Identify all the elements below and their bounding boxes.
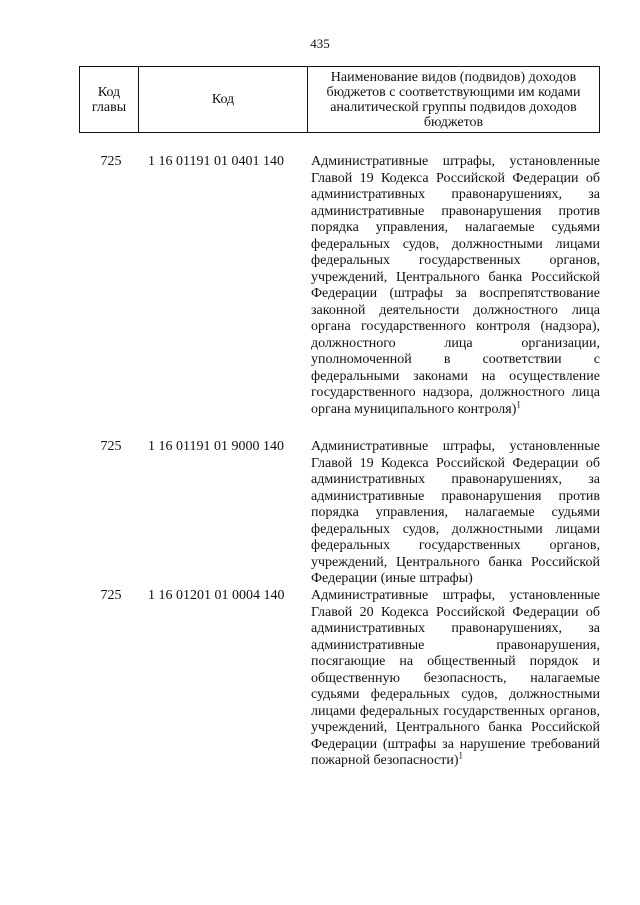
row-chapter-code: 725 <box>100 439 122 454</box>
row-name-text: Административные штрафы, установленные Главой 19 Кодекса Российской Федерации об административных правонарушениях, за административные правонарушения против порядка управления, налагаемые судьями федеральных судов, должностными лицами федеральных государственных органов, учреждений, Центрального банка Российской Федерации (иные штрафы) <box>311 439 600 586</box>
page-number: 435 <box>310 36 330 51</box>
row-name-text: Административные штрафы, установленные Главой 19 Кодекса Российской Федерации об административных правонарушениях, за административные правонарушения против порядка управления, налагаемые судьями федеральных судов, должностными лицами федеральных государственных органов, учреждений, Центрального банка Российской Федерации (штрафы за воспрепятствование законной деятельности должностного лица органа государственного контроля (надзора), должностного лица организации, уполномоченной в соответствии с федеральными законами на осуществление государственного надзора, должностного лица органа муниципального контроля) <box>311 154 600 417</box>
header-name: Наименование видов (подвидов) доходов бюджетов с соответствующими им кодами аналитической группы подвидов доходов бюджетов <box>308 67 600 133</box>
footnote-marker: 1 <box>458 750 464 761</box>
row-chapter-code: 725 <box>100 154 122 169</box>
header-chapter-code: Код главы <box>80 67 139 133</box>
row-code: 1 16 01191 01 9000 140 <box>148 439 284 454</box>
table-header <box>79 66 600 133</box>
row-name-text: Административные штрафы, установленные Главой 20 Кодекса Российской Федерации об административных правонарушениях, за административные правонарушения, посягающие на общественный порядок и общественную безопасность, налагаемые судьями федеральных судов, должностными лицами федеральных государственных органов, учреждений, Центрального банка Российской Федерации (штрафы за нарушение требований пожарной безопасности) <box>311 588 600 768</box>
row-name <box>311 588 600 770</box>
row-name <box>311 439 600 588</box>
footnote-marker: 1 <box>516 398 521 409</box>
row-chapter-code: 725 <box>100 588 122 603</box>
row-name <box>311 154 600 418</box>
row-code: 1 16 01191 01 0401 140 <box>148 154 284 169</box>
header-code: Код <box>139 67 308 133</box>
row-code: 1 16 01201 01 0004 140 <box>148 588 285 603</box>
